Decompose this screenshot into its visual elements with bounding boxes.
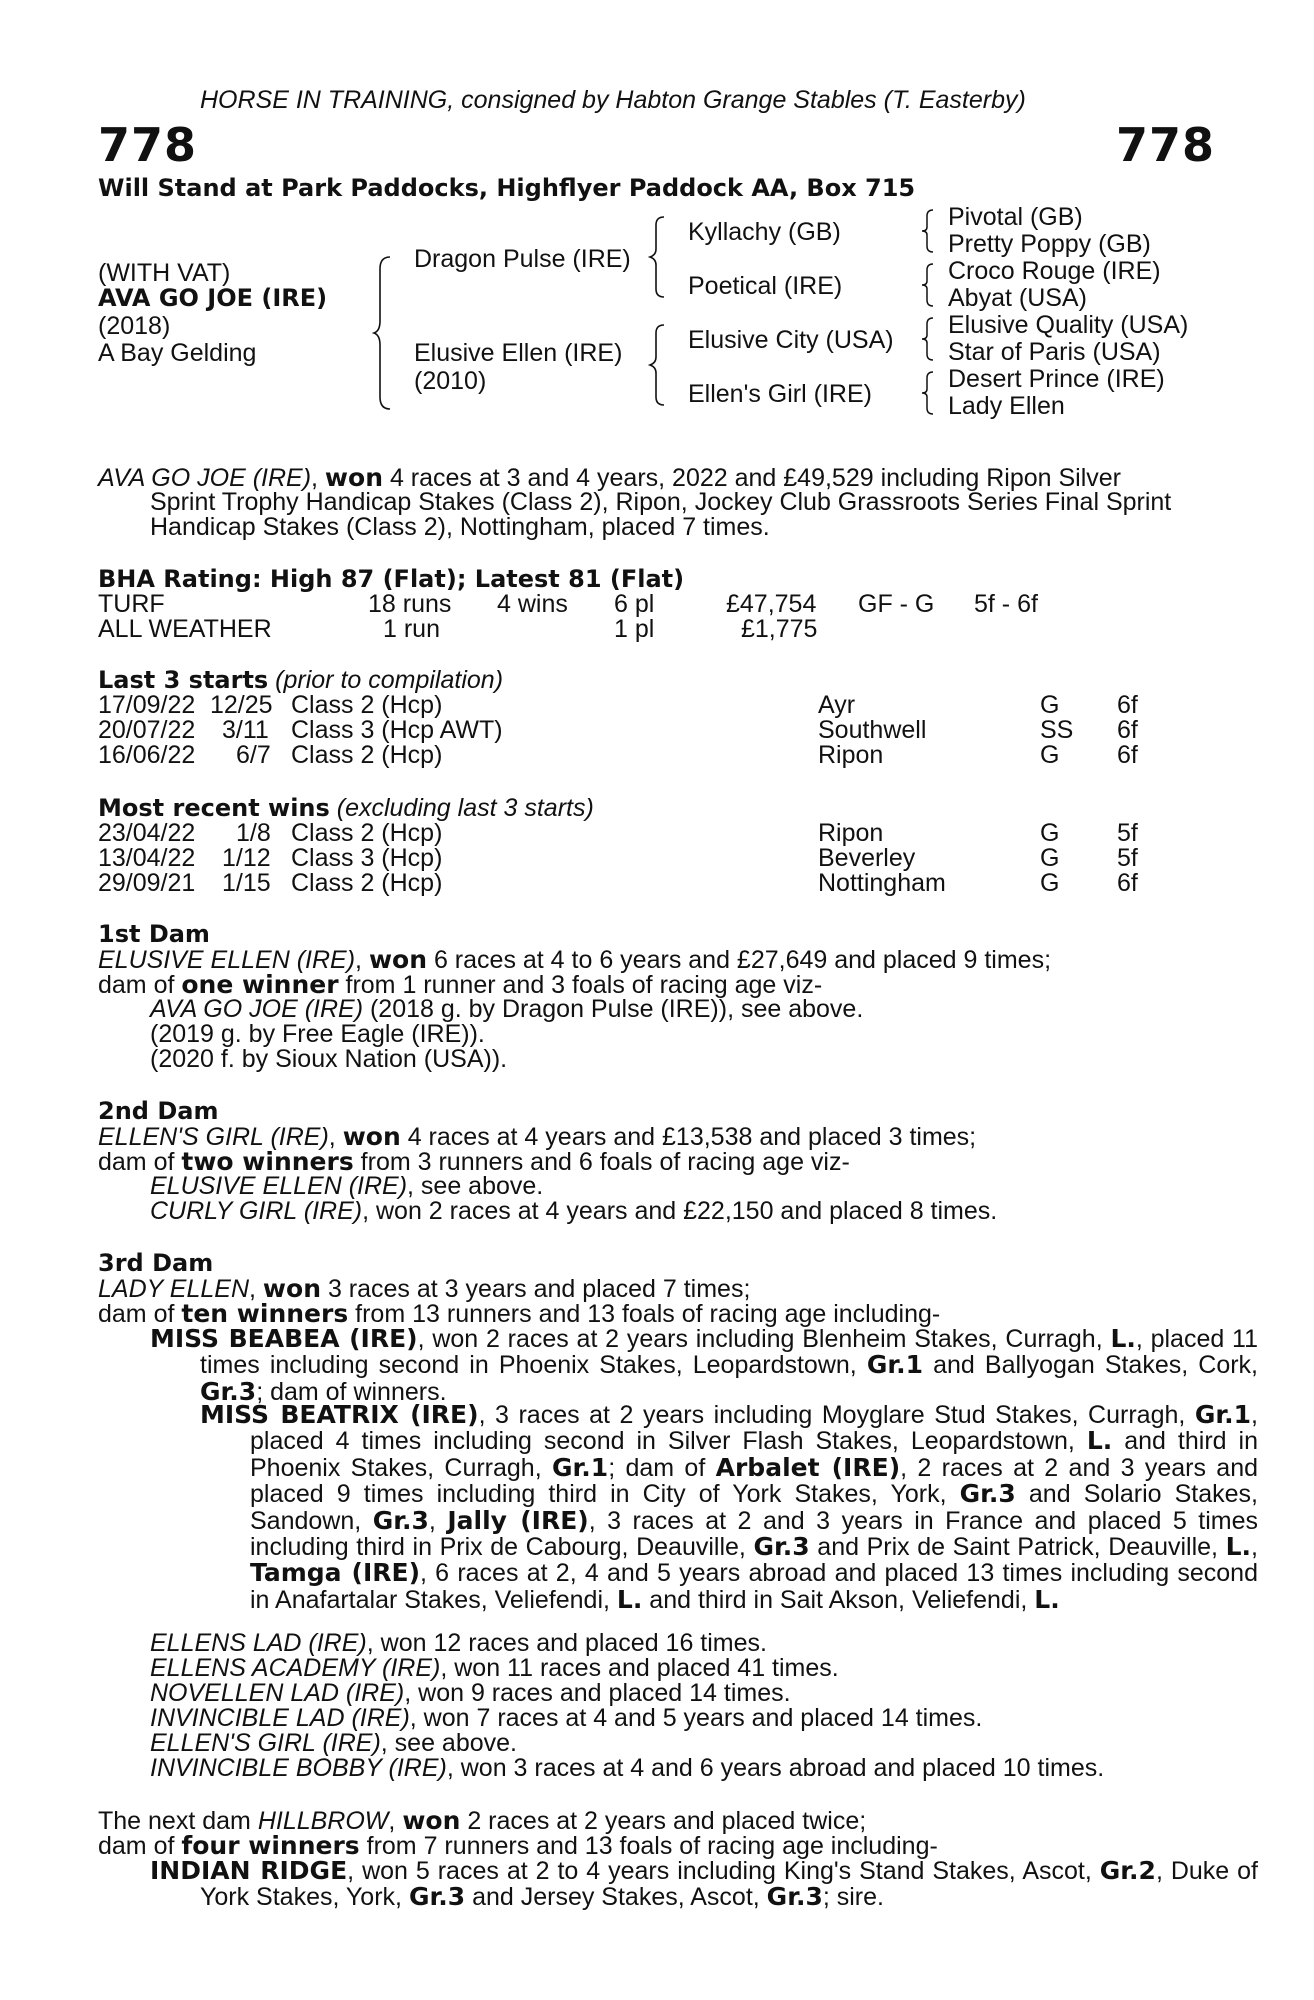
location-line: Will Stand at Park Paddocks, Highflyer Paddock AA, Box 715 (98, 174, 916, 202)
next-dam-won: won (402, 1806, 461, 1835)
pedigree-bracket-dd (920, 370, 936, 416)
horse-description: A Bay Gelding (98, 339, 257, 367)
progeny-name: INVINCIBLE BOBBY (IRE) (150, 1754, 447, 1782)
rating-going: GF - G (858, 590, 935, 618)
progeny-text: , placed 11 times including second in Phoenix Stakes, Leopardstown, (200, 1325, 1258, 1380)
progeny-name: AVA GO JOE (IRE) (150, 995, 364, 1023)
dam3-line: LADY ELLEN, won 3 races at 3 years and placed 7 times; (98, 1274, 751, 1303)
dam3-heading: 3rd Dam (98, 1249, 214, 1277)
progeny-name: NOVELLEN LAD (IRE) (150, 1679, 405, 1707)
progeny-text: , 6 races at 2, 4 and 5 years abroad and placed 13 times including second in Anafartalar Stakes, Veliefendi, (250, 1559, 1258, 1614)
dam3-dam-of-post: from 13 runners and 13 foals of racing age including- (348, 1300, 941, 1328)
dam1-winners-count: one winner (181, 970, 339, 999)
dam2-dam-of-post: from 3 runners and 6 foals of racing age viz- (353, 1148, 850, 1176)
progeny-name: ELLEN'S GIRL (IRE) (150, 1729, 381, 1757)
race-class: Class 2 (Hcp) (291, 741, 443, 769)
summary-won: won (324, 463, 383, 492)
progeny-text: (2018 g. by Dragon Pulse (IRE)), see above. (363, 995, 864, 1023)
progeny-item (150, 1174, 543, 1199)
next-dam-dam-of-post: from 7 runners and 13 foals of racing age including- (359, 1832, 938, 1860)
progeny-text: , won 3 races at 4 and 6 years abroad and placed 10 times. (446, 1754, 1105, 1782)
progeny-name: INDIAN RIDGE (150, 1856, 348, 1885)
dam1-name: ELUSIVE ELLEN (IRE) (98, 946, 356, 974)
dam1-dam-of-post: from 1 runner and 3 foals of racing age viz- (338, 971, 823, 999)
pedigree-bracket-sire (648, 215, 668, 299)
progeny-text: and Solario Stakes, Sandown, (250, 1480, 1258, 1535)
progeny-text: and Jersey Stakes, Ascot, (465, 1883, 767, 1912)
listed-badge: L. (1034, 1584, 1060, 1614)
progeny-item (150, 997, 863, 1022)
pedigree-dam: Elusive Ellen (IRE) (414, 339, 623, 367)
pedigree-sss: Pivotal (GB) (948, 203, 1083, 231)
listed-badge: L. (1225, 1532, 1252, 1562)
summary-line-2: Sprint Trophy Handicap Stakes (Class 2), Ripon, Jockey Club Grassroots Series Final Sprint (150, 488, 1172, 516)
progeny-text: , (428, 1506, 448, 1535)
progeny-text: and Prix de Saint Patrick, Deauville, (809, 1533, 1226, 1562)
group-badge: Gr.3 (200, 1376, 257, 1406)
race-going: G (1040, 819, 1060, 847)
dam3-winners-count: ten winners (181, 1299, 349, 1328)
group-badge: Gr.3 (766, 1882, 823, 1912)
pedigree-sire: Dragon Pulse (IRE) (414, 245, 631, 273)
pedigree-dam-dam: Ellen's Girl (IRE) (688, 380, 872, 408)
rating-surface: ALL WEATHER (98, 615, 272, 643)
lot-number-left: 778 (98, 118, 198, 172)
progeny-text: , see above. (407, 1172, 544, 1200)
progeny-text: , won 11 races and placed 41 times. (440, 1654, 839, 1682)
race-date: 23/04/22 (98, 819, 196, 847)
rating-distance: 5f - 6f (974, 590, 1038, 618)
progeny-name: INVINCIBLE LAD (IRE) (150, 1704, 410, 1732)
rating-heading: BHA Rating: High 87 (Flat); Latest 81 (Flat) (98, 565, 685, 593)
rating-runs: 18 runs (368, 590, 452, 618)
progeny-item (150, 1681, 791, 1706)
progeny-miss-beabea (150, 1326, 1258, 1405)
rating-earnings: £1,775 (741, 615, 818, 643)
race-date: 29/09/21 (98, 869, 196, 897)
race-class: Class 3 (Hcp) (291, 844, 443, 872)
consignment-line: HORSE IN TRAINING, consigned by Habton Grange Stables (T. Easterby) (200, 86, 1026, 114)
pedigree-bracket-dam (648, 323, 668, 407)
progeny-name: ELLENS ACADEMY (IRE) (150, 1654, 441, 1682)
progeny-text: , 3 races at 2 years including Moyglare Stud Stakes, Curragh, (478, 1401, 1195, 1429)
listed-badge: L. (616, 1584, 643, 1614)
pedigree-dam-year: (2010) (414, 367, 487, 395)
progeny-name: MISS BEABEA (IRE) (150, 1324, 418, 1353)
progeny-item (150, 1631, 767, 1656)
pedigree-bracket-main (372, 255, 394, 411)
next-dam-winners-count: four winners (181, 1831, 360, 1860)
group-badge: Gr.1 (866, 1350, 924, 1380)
dam1-rest: 6 races at 4 to 6 years and £27,649 and placed 9 times; (427, 946, 1052, 974)
listed-badge: L. (1086, 1426, 1113, 1456)
race-class: Class 2 (Hcp) (291, 869, 443, 897)
last-starts-title: Last 3 starts (98, 666, 269, 694)
dam3-name: LADY ELLEN (98, 1275, 250, 1303)
vat-label: (WITH VAT) (98, 259, 231, 287)
rating-wins: 4 wins (497, 590, 568, 618)
progeny-item (150, 1731, 517, 1756)
dam3-rest: 3 races at 3 years and placed 7 times; (321, 1275, 751, 1303)
race-distance: 5f (1117, 844, 1138, 872)
dam2-name: ELLEN'S GIRL (IRE) (98, 1123, 329, 1151)
progeny-text: , won 5 races at 2 to 4 years including King's Stand Stakes, Ascot, (347, 1857, 1100, 1885)
next-dam-pre: The next dam (98, 1807, 258, 1835)
race-distance: 6f (1117, 716, 1138, 744)
race-class: Class 2 (Hcp) (291, 691, 443, 719)
progeny-text: , placed 4 times including second in Silver Flash Stakes, Leopardstown, (250, 1401, 1258, 1456)
race-course: Ripon (818, 741, 884, 769)
progeny-name: ELLENS LAD (IRE) (150, 1629, 367, 1657)
race-date: 17/09/22 (98, 691, 196, 719)
dam2-rest: 4 races at 4 years and £13,538 and placed 3 times; (400, 1123, 977, 1151)
progeny-text: ; sire. (822, 1883, 884, 1912)
pedigree-ddd: Lady Ellen (948, 392, 1065, 420)
race-going: G (1040, 691, 1060, 719)
rating-earnings: £47,754 (726, 590, 817, 618)
race-going: SS (1040, 716, 1074, 744)
rating-runs: 1 run (383, 615, 440, 643)
summary-line-1: AVA GO JOE (IRE), won 4 races at 3 and 4 years, 2022 and £49,529 including Ripon Silver (98, 463, 1121, 492)
race-position: 6/7 (236, 741, 271, 769)
lot-number-right: 778 (1116, 118, 1216, 172)
dam2-won: won (342, 1122, 401, 1151)
progeny-item: (2020 f. by Sioux Nation (USA)). (150, 1045, 508, 1073)
progeny-name: Jally (IRE) (447, 1505, 589, 1535)
progeny-name: Tamga (IRE) (250, 1558, 420, 1588)
race-class: Class 3 (Hcp AWT) (291, 716, 503, 744)
rating-surface: TURF (98, 590, 165, 618)
horse-name: AVA GO JOE (IRE) (98, 284, 328, 312)
progeny-text: , 3 races at 2 and 3 years in France and placed 5 times including third in Prix de Cabourg, Deauville, (250, 1506, 1258, 1562)
progeny-item (150, 1756, 1104, 1781)
pedigree-bracket-ss (920, 208, 936, 254)
progeny-name: Arbalet (IRE) (715, 1452, 901, 1482)
progeny-text: and Ballyogan Stakes, Cork, (923, 1351, 1259, 1380)
recent-wins-note: (excluding last 3 starts) (336, 794, 594, 822)
race-course: Ripon (818, 819, 884, 847)
summary-rest: 4 races at 3 and 4 years, 2022 and £49,529 including Ripon Silver (383, 464, 1121, 492)
pedigree-sire-dam: Poetical (IRE) (688, 272, 843, 300)
progeny-text: , won 2 races at 2 years including Blenheim Stakes, Curragh, (417, 1325, 1111, 1353)
progeny-text: ; dam of winners. (256, 1377, 447, 1406)
progeny-text: , see above. (380, 1729, 517, 1757)
race-distance: 6f (1117, 691, 1138, 719)
dam2-heading: 2nd Dam (98, 1097, 219, 1125)
progeny-item (150, 1656, 839, 1681)
progeny-text: , (1251, 1533, 1258, 1562)
progeny-text: , won 9 races and placed 14 times. (404, 1679, 791, 1707)
rating-placed: 6 pl (614, 590, 655, 618)
race-position: 12/25 (210, 691, 273, 719)
race-course: Nottingham (818, 869, 946, 897)
race-course: Beverley (818, 844, 916, 872)
progeny-name: MISS BEATRIX (IRE) (200, 1400, 479, 1429)
progeny-text: ; dam of (608, 1453, 716, 1482)
race-distance: 6f (1117, 869, 1138, 897)
progeny-text: , won 7 races at 4 and 5 years and placed 14 times. (409, 1704, 983, 1732)
pedigree-dds: Desert Prince (IRE) (948, 365, 1165, 393)
pedigree-dss: Elusive Quality (USA) (948, 311, 1189, 339)
race-distance: 6f (1117, 741, 1138, 769)
race-course: Southwell (818, 716, 927, 744)
dam2-line: ELLEN'S GIRL (IRE), won 4 races at 4 years and £13,538 and placed 3 times; (98, 1122, 977, 1151)
race-distance: 5f (1117, 819, 1138, 847)
progeny-text: and third in Phoenix Stakes, Curragh, (250, 1427, 1258, 1482)
pedigree-sdd: Abyat (USA) (948, 284, 1087, 312)
last-starts-note: (prior to compilation) (275, 666, 504, 694)
dam1-won: won (368, 945, 428, 974)
progeny-text: , Duke of York Stakes, York, (200, 1857, 1258, 1912)
pedigree-bracket-sd (920, 262, 936, 308)
race-position: 1/15 (222, 869, 271, 897)
horse-year: (2018) (98, 312, 171, 340)
rating-placed: 1 pl (614, 615, 655, 643)
race-going: G (1040, 741, 1060, 769)
dam3-won: won (262, 1274, 321, 1303)
progeny-miss-beatrix (200, 1402, 1258, 1613)
next-dam-sep: , (388, 1807, 403, 1835)
pedigree-sds: Croco Rouge (IRE) (948, 257, 1161, 285)
dam2-dam-of-pre: dam of (98, 1148, 182, 1176)
dam2-winners-count: two winners (181, 1147, 354, 1176)
progeny-name: ELUSIVE ELLEN (IRE) (150, 1172, 408, 1200)
progeny-text: , won 2 races at 4 years and £22,150 and placed 8 times. (362, 1197, 998, 1225)
pedigree-dsd: Star of Paris (USA) (948, 338, 1161, 366)
race-date: 20/07/22 (98, 716, 196, 744)
summary-horse-name: AVA GO JOE (IRE) (98, 464, 312, 492)
pedigree-ssd: Pretty Poppy (GB) (948, 230, 1151, 258)
race-position: 1/12 (222, 844, 271, 872)
race-position: 3/11 (222, 716, 269, 744)
progeny-name: CURLY GIRL (IRE) (150, 1197, 363, 1225)
progeny-item: (2019 g. by Free Eagle (IRE)). (150, 1020, 485, 1048)
progeny-indian-ridge (150, 1858, 1258, 1911)
group-badge: Gr.3 (753, 1532, 810, 1562)
summary-line-3: Handicap Stakes (Class 2), Nottingham, placed 7 times. (150, 513, 770, 541)
race-going: G (1040, 869, 1060, 897)
progeny-item (150, 1706, 982, 1731)
group-badge: Gr.1 (552, 1452, 609, 1482)
pedigree-sire-sire: Kyllachy (GB) (688, 218, 841, 246)
group-badge: Gr.3 (408, 1882, 466, 1912)
next-dam-dam-of-pre: dam of (98, 1832, 182, 1860)
pedigree-bracket-ds (920, 316, 936, 362)
race-class: Class 2 (Hcp) (291, 819, 443, 847)
group-badge: Gr.3 (372, 1505, 429, 1535)
progeny-text: , won 12 races and placed 16 times. (366, 1629, 767, 1657)
progeny-text: and third in Sait Akson, Veliefendi, (642, 1585, 1035, 1614)
progeny-item (150, 1199, 997, 1224)
dam1-dam-of-pre: dam of (98, 971, 182, 999)
progeny-text: , 2 races at 2 and 3 years and placed 9 times including third in City of York Stakes, York, (250, 1453, 1259, 1509)
recent-wins-title: Most recent wins (98, 794, 330, 822)
pedigree-dam-sire: Elusive City (USA) (688, 326, 894, 354)
dam1-heading: 1st Dam (98, 920, 210, 948)
race-date: 13/04/22 (98, 844, 196, 872)
last-starts-heading (98, 668, 503, 693)
race-position: 1/8 (236, 819, 271, 847)
listed-badge: L. (1110, 1324, 1136, 1353)
race-going: G (1040, 844, 1060, 872)
group-badge: Gr.3 (959, 1479, 1016, 1509)
next-dam-name: HILLBROW (257, 1807, 389, 1835)
group-badge: Gr.2 (1099, 1856, 1156, 1885)
dam1-line: ELUSIVE ELLEN (IRE), won 6 races at 4 to 6 years and £27,649 and placed 9 times; (98, 945, 1052, 974)
dam3-dam-of-pre: dam of (98, 1300, 182, 1328)
recent-wins-heading (98, 796, 594, 821)
group-badge: Gr.1 (1194, 1400, 1252, 1429)
race-course: Ayr (818, 691, 856, 719)
next-dam-rest: 2 races at 2 years and placed twice; (460, 1807, 867, 1835)
race-date: 16/06/22 (98, 741, 196, 769)
